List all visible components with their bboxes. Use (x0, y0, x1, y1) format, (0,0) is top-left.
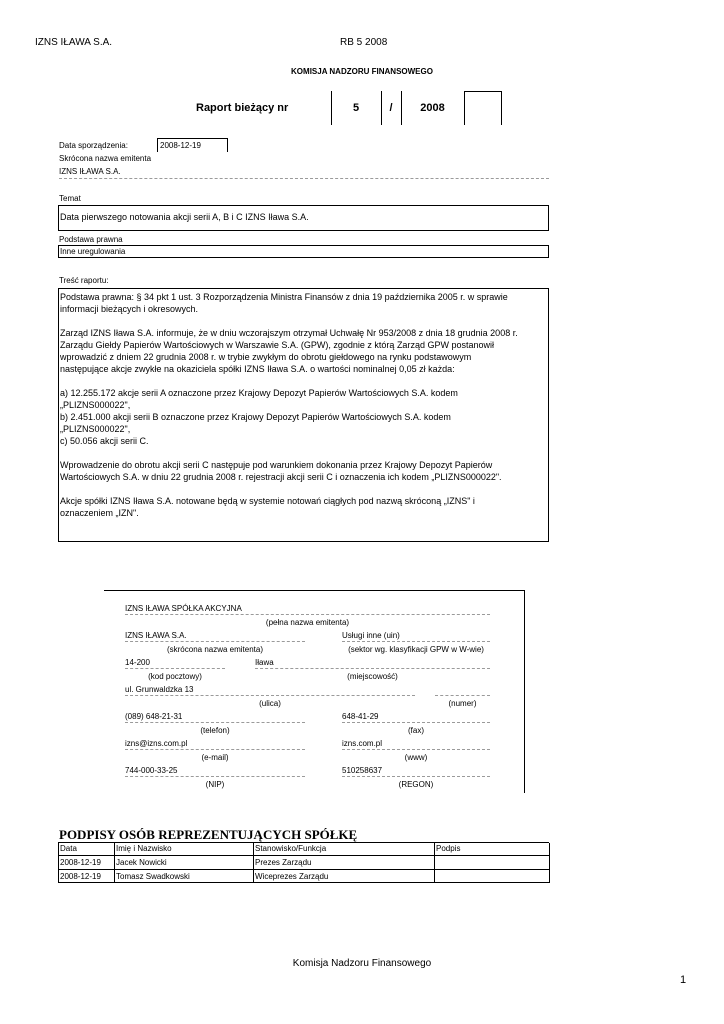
content-line: oznaczeniem „IZN". (60, 508, 139, 518)
divider (342, 776, 490, 777)
signatures-table (58, 842, 549, 883)
divider (342, 641, 490, 642)
divider (435, 695, 490, 696)
issuer-postal-code: 14-200 (125, 658, 150, 667)
divider (125, 695, 415, 696)
divider (125, 749, 305, 750)
issuer-regon: 510258637 (342, 766, 383, 775)
www-caption: (www) (404, 753, 428, 762)
number-caption: (numer) (448, 699, 477, 708)
content-line (60, 375, 548, 387)
content-label: Treść raportu: (59, 276, 109, 285)
regon-caption: (REGON) (398, 780, 434, 789)
email-caption: (e-mail) (201, 753, 229, 762)
report-label: Raport bieżący nr (196, 102, 289, 114)
table-cell: 2008-12-19 (59, 870, 115, 883)
content-line: a) 12.255.172 akcje serii A oznaczone przez Krajowy Depozyt Papierów Wartościowych S.A. kodem (60, 388, 458, 398)
table-header-cell: Stanowisko/Funkcja (254, 843, 435, 855)
signatures-title: PODPISY OSÓB REPREZENTUJĄCYCH SPÓŁKĘ (59, 827, 358, 842)
content-line: Podstawa prawna: § 34 pkt 1 ust. 3 Rozporządzenia Ministra Finansów z dnia 19 października 2005 r. w sprawie (60, 292, 508, 302)
content-line (60, 447, 548, 459)
divider (255, 668, 490, 669)
header-report-code: RB 5 2008 (340, 37, 388, 48)
date-value: 2008-12-19 (157, 138, 228, 152)
content-line: następujące akcje zwykłe na okaziciela spółki IZNS Iława S.A. o wartości nominalnej 0,05 zł każda: (60, 364, 455, 374)
content-line (60, 483, 548, 495)
table-cell (435, 856, 550, 869)
nip-caption: (NIP) (205, 780, 225, 789)
subject-value: Data pierwszego notowania akcji serii A, B i C IZNS Iława S.A. (58, 205, 549, 231)
divider (125, 641, 305, 642)
divider (125, 668, 225, 669)
table-cell: Tomasz Swadkowski (115, 870, 254, 883)
city-caption: (miejscowość) (347, 672, 398, 681)
short-name-label: Skrócona nazwa emitenta (59, 154, 152, 163)
postal-caption: (kod pocztowy) (148, 672, 202, 681)
issuer-street: ul. Grunwaldzka 13 (125, 685, 194, 694)
content-line: Zarząd IZNS Iława S.A. informuje, że w dniu wczorajszym otrzymał Uchwałę Nr 953/2008 z dnia 18 grudnia 2008 r. (60, 328, 518, 338)
content-line: Zarządu Giełdy Papierów Wartościowych w Warszawie S.A. (GPW), zgodnie z którą Zarząd GPW postanowił (60, 340, 494, 350)
divider (125, 722, 305, 723)
street-caption: (ulica) (259, 699, 281, 708)
table-header-row (59, 843, 550, 856)
report-number: 5 (352, 102, 360, 114)
table-row (59, 856, 550, 870)
divider (125, 614, 490, 615)
date-label: Data sporządzenia: (59, 141, 128, 150)
subject-label: Temat (59, 194, 81, 203)
content-line: „PLIZNS000022", (60, 424, 131, 434)
issuer-phone: (089) 648-21-31 (125, 712, 183, 721)
report-number-box (331, 91, 502, 125)
issuer-nip: 744-000-33-25 (125, 766, 178, 775)
table-cell: 2008-12-19 (59, 856, 115, 869)
short-name-caption: (skrócona nazwa emitenta) (166, 645, 264, 654)
content-line: informacji bieżących i okresowych. (60, 304, 199, 314)
page-number: 1 (680, 974, 687, 986)
content-body (58, 288, 549, 542)
content-line: „PLIZNS000022", (60, 400, 131, 410)
authority-title: KOMISJA NADZORU FINANSOWEGO (291, 67, 433, 76)
issuer-fax: 648-41-29 (342, 712, 379, 721)
table-cell: Prezes Zarządu (254, 856, 435, 869)
issuer-city: Iława (255, 658, 274, 667)
sector-caption: (sektor wg. klasyfikacji GPW w W-wie) (348, 645, 484, 654)
issuer-short-name: IZNS IŁAWA S.A. (125, 631, 187, 640)
divider (342, 722, 490, 723)
divider (342, 749, 490, 750)
table-header-cell: Podpis (435, 843, 550, 855)
content-line: Wprowadzenie do obrotu akcji serii C następuje pod warunkiem dokonania przez Krajowy Depozyt Papierów (60, 460, 493, 470)
footer-text: Komisja Nadzoru Finansowego (292, 958, 432, 969)
content-line: Akcje spółki IZNS Iława S.A. notowane będą w systemie notowań ciągłych pod nazwą skróconą „IZNS" i (60, 496, 475, 506)
table-cell (435, 870, 550, 883)
table-header-cell: Data (59, 843, 115, 855)
table-cell: Jacek Nowicki (115, 856, 254, 869)
table-header-cell: Imię i Nazwisko (115, 843, 254, 855)
divider (59, 178, 549, 179)
fax-caption: (fax) (408, 726, 424, 735)
header-issuer: IZNS IŁAWA S.A. (35, 37, 113, 48)
phone-caption: (telefon) (200, 726, 230, 735)
content-line: Wartościowych S.A. w dniu 22 grudnia 2008 r. rejestracji akcji serii C i oznaczenia ich kodem „PLIZNS000022". (60, 472, 502, 482)
content-line: b) 2.451.000 akcji serii B oznaczone przez Krajowy Depozyt Papierów Wartościowych S.A. kodem (60, 412, 451, 422)
content-line: c) 50.056 akcji serii C. (60, 436, 149, 446)
short-name-value: IZNS IŁAWA S.A. (59, 167, 121, 176)
issuer-sector: Usługi inne (uin) (342, 631, 400, 640)
content-line (60, 315, 548, 327)
legal-basis-label: Podstawa prawna (59, 235, 123, 244)
issuer-www: izns.com.pl (342, 739, 383, 748)
issuer-email: izns@izns.com.pl (125, 739, 188, 748)
report-year: 2008 (420, 102, 445, 114)
report-slash: / (389, 102, 393, 114)
divider (125, 776, 305, 777)
content-line: wprowadzić z dniem 22 grudnia 2008 r. w trybie zwykłym do obrotu giełdowego na rynku podstawowym (60, 352, 472, 362)
issuer-info-box (104, 590, 525, 793)
table-cell: Wiceprezes Zarządu (254, 870, 435, 883)
table-row (59, 870, 550, 883)
full-name-caption: (pełna nazwa emitenta) (265, 618, 350, 627)
issuer-full-name: IZNS IŁAWA SPÓŁKA AKCYJNA (125, 604, 242, 613)
legal-basis-value: Inne uregulowania (58, 245, 549, 258)
